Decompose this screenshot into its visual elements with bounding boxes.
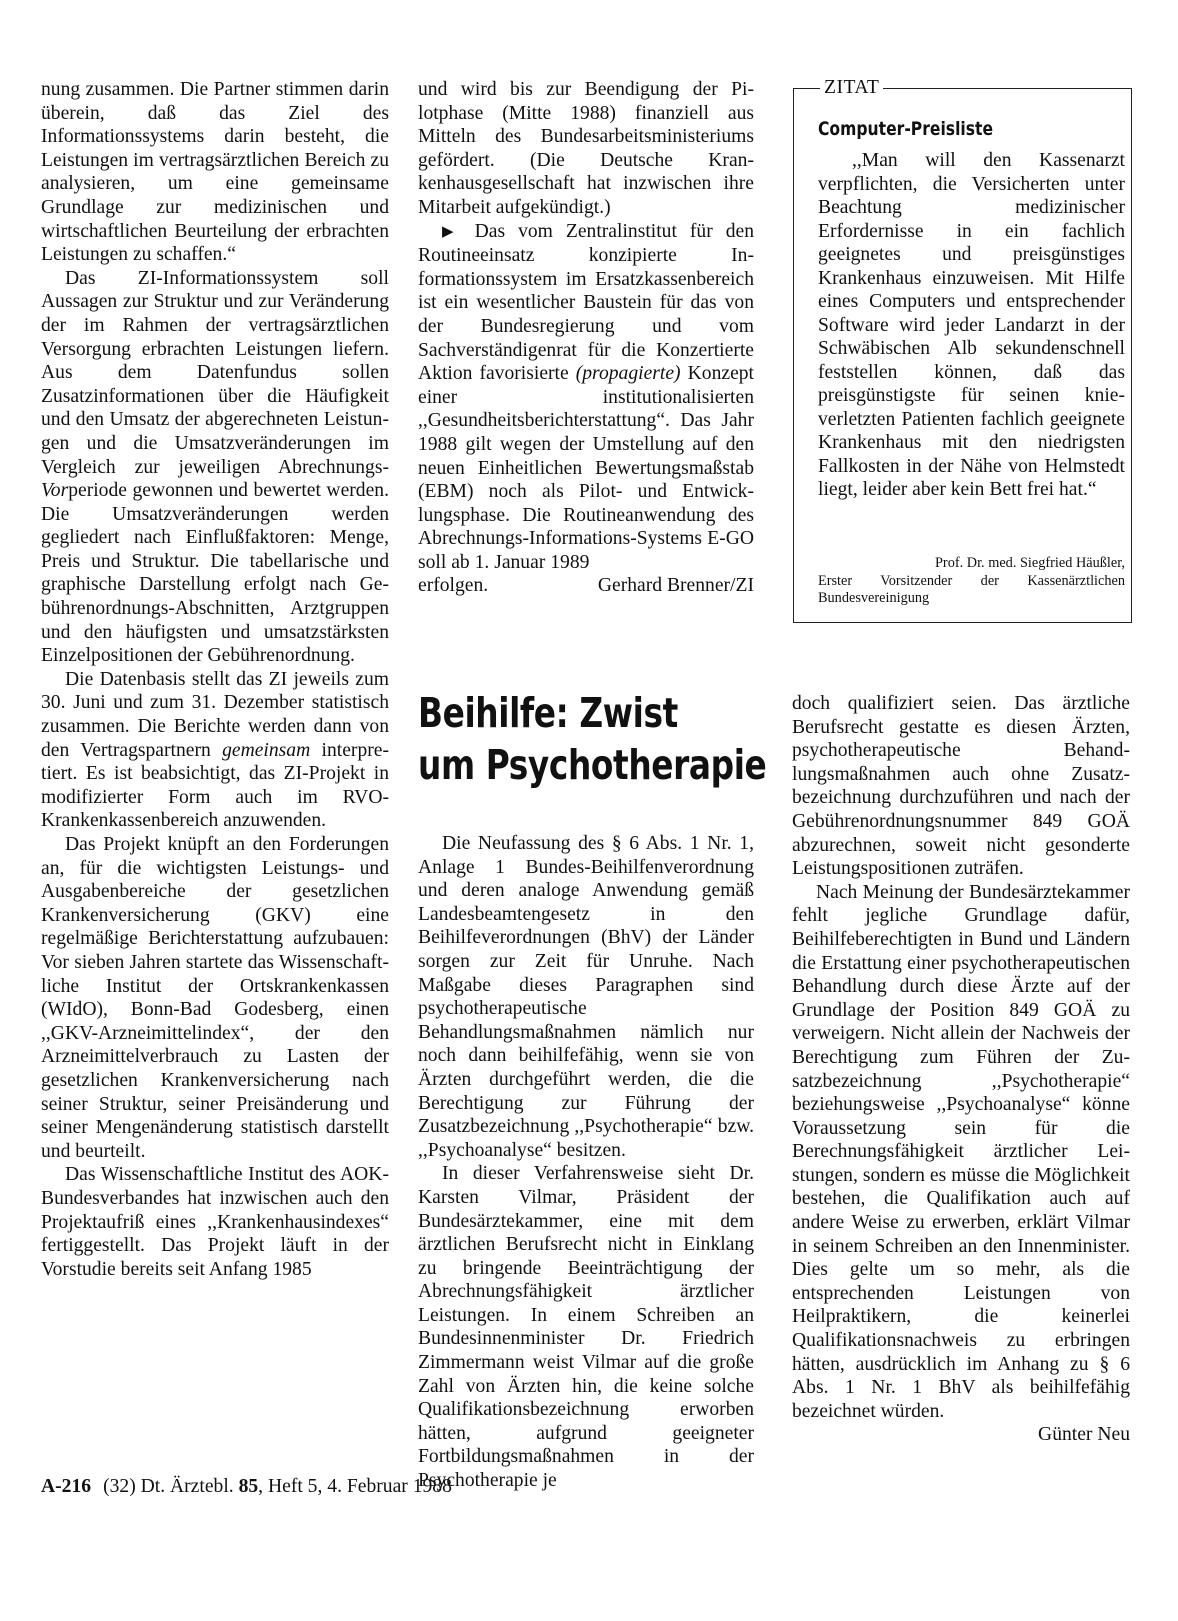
text-column-1 <box>41 78 389 1281</box>
quote-author <box>818 555 1125 608</box>
paragraph <box>41 267 389 668</box>
text-run: erfolgen. <box>418 575 489 597</box>
article-headline <box>418 687 767 791</box>
page-number: A-216 <box>41 1476 92 1497</box>
bullet-triangle-icon: ▶ <box>442 223 462 240</box>
text-run: Die Datenbasis stellt das ZI jeweils zum 30. Juni und zum 31. Dezember statistisch zusammen. Die Berichte werden dann von den Vertragspartnern <box>41 668 389 761</box>
paragraph: und wird bis zur Beendigung der Pilotphase (Mitte 1988) finanziell aus Mitteln des Bundesarbeitsministeriums gefördert. (Die Deutsche Krankenhausgesellschaft hat inzwischen ihre Mitarbeit aufgekündigt.) <box>418 79 754 218</box>
paragraph: Nach Meinung der Bundesärztekammer fehlt jegliche Grundlage dafür, Beihilfeberechtigten in Bund und Ländern die Erstattung einer psychotherapeutischen Behandlung durch diese Ärzte auf der Grundlage der Position 849 GOÄ zu verweigern. Nicht allein der Nachweis der Berechtigung zum Führen der Zusatzbezeichnung ,,Psychotherapie“ beziehungsweise ,,Psychoanalyse“ könne Voraussetzung sein für die Berechnungsfähigkeit ärztlicher Leistungen, sondern es müsse die Möglichkeit bestehen, die Qualifikation auch auf andere Weise zu erwerben, erklärt Vilmar in seinem Schreiben an den Innenminister. Dies gelte um so mehr, als die entsprechenden Leistungen von Heilpraktikern, die keinerlei Qualifikationsnachweis zu erbringen hätten, ausdrücklich im Anhang zu § 6 Abs. 1 Nr. 1 BhV als beihilfefähig bezeichnet würden. <box>792 881 1130 1422</box>
paragraph: Das Projekt knüpft an den Forderungen an, für die wichtigsten Leistungs- und Ausgabenbereiche der gesetzlichen Krankenversicherung (GKV) eine regelmäßige Berichterstattung aufzubauen: Vor sieben Jahren startete das Wissenschaftliche Institut der Ortskrankenkassen (WIdO), Bonn-Bad Godesberg, einen ,,GKV-Arzneimittelindex“, der den Arzneimittelverbrauch zu Lasten der gesetzlichen Krankenversicherung nach seiner Struktur, seiner Preisänderung und seiner Mengenänderung statistisch darstellt und beurteilt. <box>41 834 389 1162</box>
paragraph <box>41 668 389 833</box>
text-run: Das vom Zentralinstitut für den Routineeinsatz konzipierte Informationssystem im Ersatzkassenbereich ist ein wesentlicher Baustein für das von der Bundesregierung und vom Sachverständigenrat für die Konzertierte Aktion favorisierte <box>418 220 754 385</box>
page-footer <box>41 1475 452 1499</box>
emphasis-gemeinsam: gemeinsam <box>222 739 311 761</box>
paragraph: nung zusammen. Die Partner stimmen darin überein, daß das Ziel des Informationssystems darin besteht, die Leistungen im vertragsärztlichen Bereich zu analysieren, um eine gemeinsame Grundlage zur medizinischen und wirtschaftlichen Beurteilung der erbrachten Leistungen zu schaffen.“ <box>41 79 389 266</box>
text-column-3 <box>418 832 754 1493</box>
paragraph: Das Wissenschaftliche Institut des AOK-Bundesverbandes hat inzwischen auch den Projektaufriß eines ,,Krankenhausindexes“ fertiggestellt. Das Projekt läuft in der Vorstudie bereits seit Anfang 1985 <box>41 1164 389 1280</box>
quote-heading: Computer-Preisliste <box>818 118 994 140</box>
quote-author-title: Erster Vorsitzender der Kassenärztlichen Bundesvereinigung <box>818 572 1125 606</box>
paragraph: In dieser Verfahrensweise sieht Dr. Karsten Vilmar, Präsident der Bundesärztekammer, eine mit dem ärztlichen Berufsrecht nicht in Einklang zu bringende Beeinträchtigung der Abrechnungsfähigkeit ärztlicher Leistungen. In einem Schreiben an Bundesinnenminister Dr. Friedrich Zimmermann weist Vilmar auf die große Zahl von Ärzten hin, die keine solche Qualifikationsbezeichnung erworben hätten, aufgrund geeigneter Fortbildungsmaßnahmen in der Psychotherapie je <box>418 1163 754 1492</box>
quote-tag: ZITAT <box>820 76 883 100</box>
footer-journal: (32) Dt. Ärztebl. <box>103 1476 234 1497</box>
paragraph <box>418 220 754 575</box>
headline-line-2: um Psychotherapie <box>418 741 767 789</box>
emphasis-propagierte: (propagierte) <box>575 363 681 385</box>
footer-issue: , Heft 5, 4. Februar 1988 <box>258 1476 452 1497</box>
quote-body <box>818 149 1125 502</box>
emphasis-vor: Vor <box>41 480 69 502</box>
author-signature: Günter Neu <box>1038 1424 1130 1446</box>
paragraph: Die Neufassung des § 6 Abs. 1 Nr. 1, Anlage 1 Bundes-Beihilfenverordnung und deren analoge Anwendung gemäß Landesbeamtengesetz in den Beihilfeverordnungen (BhV) der Länder sorgen zur Zeit für Unruhe. Nach Maßgabe dieses Paragraphen sind psychotherapeutische Behandlungsmaßnahmen nämlich nur noch dann beihilfefähig, wenn sie von Ärzten durchgeführt werden, die die Berechtigung zur Führung der Zusatzbezeichnung ,,Psychotherapie“ bzw. ,,Psychoanalyse“ besitzen. <box>418 833 754 1161</box>
headline-line-1: Beihilfe: Zwist <box>418 689 678 737</box>
text-column-4 <box>792 692 1130 1447</box>
text-column-2 <box>418 78 754 598</box>
text-run: periode gewonnen und bewertet werden. Die Umsatzveränderungen werden gegliedert nach Einflußfaktoren: Menge, Preis und Struktur. Die tabellarische und graphische Darstellung erfolgt nach Gebührenordnungs-Abschnitten, Arztgruppen und den häufigsten und umsatzstärksten Einzelpositionen der Gebührenordnung. <box>41 480 389 667</box>
text-run: interpretiert. Es ist beabsichtigt, das ZI-Projekt in modifizierter Form auch im RVO-Krankenkassenbereich anzuwenden. <box>41 739 390 832</box>
footer-volume: 85 <box>238 1476 259 1497</box>
signature-line <box>418 574 754 598</box>
quote-text: ,,Man will den Kassenarzt verpflichten, die Versicherten unter Beachtung medizinischer Erfordernisse in ein fachlich geeignetes und preisgünstiges Krankenhaus einzuweisen. Mit Hilfe eines Computers und entsprechender Software wird jeder Landarzt in der Schwäbischen Alb sekundenschnell feststellen können, daß das preisgünstigste für seinen knieverletzten Patienten fachlich geeignete Krankenhaus mit den niedrigsten Fallkosten in der Nähe von Helmstedt liegt, leider aber kein Bett frei hat.“ <box>818 150 1125 500</box>
text-run: Das ZI-Informationssystem soll Aussagen zur Struktur und zur Veränderung der im Rahmen der vertragsärztlichen Versorgung erbrachten Leistungen liefern. Aus dem Datenfundus sollen Zusatzinformationen über die Häufigkeit und den Umsatz der abgerechneten Leistungen und die Umsatzveränderungen im Vergleich zur jeweiligen Abrechnungs- <box>41 267 389 478</box>
paragraph: doch qualifiziert seien. Das ärztliche Berufsrecht gestatte es diesen Ärzten, psychotherapeutische Behandlungsmaßnahmen auch ohne Zusatzbezeichnung durchzuführen und nach der Gebührenordnungsnummer 849 GOÄ abzurechnen, soweit nicht gesonderte Leistungspositionen zuträfen. <box>792 693 1130 880</box>
quote-author-name: Prof. Dr. med. Siegfried Häußler, <box>934 555 1125 571</box>
author-signature: Gerhard Brenner/ZI <box>597 575 754 597</box>
text-run: Konzept einer institutionalisierten ,,Gesundheitsberichterstattung“. Das Jahr 1988 gilt wegen der Umstellung auf den neuen Einheitlichen Bewertungsmaßstab (EBM) noch als Pilot- und Entwicklungsphase. Die Routineanwendung des Abrechnungs-Informations-Systems E-GO soll ab 1. Januar 1989 <box>418 363 755 573</box>
